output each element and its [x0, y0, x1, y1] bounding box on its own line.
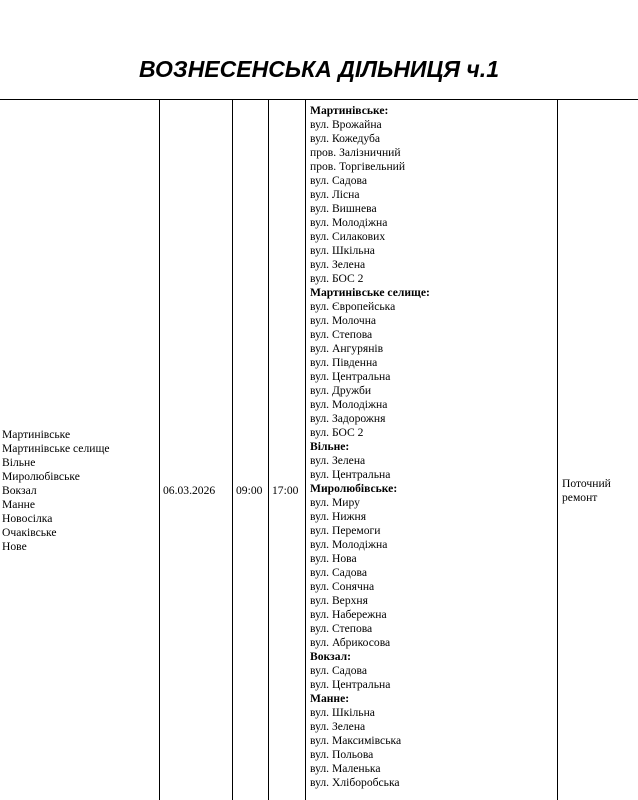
street-item: вул. Зелена	[310, 454, 366, 467]
settlement-item: Вокзал	[2, 484, 37, 497]
streets-cell	[306, 100, 558, 800]
settlement-group-name: Манне:	[310, 692, 350, 705]
street-item: пров. Залізничний	[310, 146, 401, 159]
outage-date: 06.03.2026	[163, 484, 216, 497]
street-item: вул. Шкільна	[310, 706, 375, 719]
reason	[558, 477, 611, 505]
street-item: вул. Молодіжна	[310, 216, 388, 229]
street-item: вул. Дружби	[310, 384, 372, 397]
street-item: вул. Кожедуба	[310, 132, 381, 145]
street-item: вул. Вишнева	[310, 202, 377, 215]
street-item: вул. Нова	[310, 552, 357, 565]
street-item: вул. Степова	[310, 328, 373, 341]
street-item: вул. Шкільна	[310, 244, 375, 257]
street-item: вул. Ангурянів	[310, 342, 384, 355]
end-time-cell	[269, 100, 306, 800]
street-item: вул. Миру	[310, 496, 360, 509]
street-item: вул. Садова	[310, 174, 367, 187]
street-item: вул. БОС 2	[310, 272, 364, 285]
street-item: вул. Садова	[310, 664, 367, 677]
settlement-group-name: Мартинівське селище:	[310, 286, 430, 299]
settlement-group-name: Мартинівське:	[310, 104, 389, 117]
street-item: пров. Торгівельний	[310, 160, 406, 173]
street-item: вул. Молочна	[310, 314, 377, 327]
street-item: вул. Центральна	[310, 678, 391, 691]
street-item: вул. Центральна	[310, 468, 391, 481]
settlement-list	[0, 428, 110, 554]
page-title: ВОЗНЕСЕНСЬКА ДІЛЬНИЦЯ ч.1	[138, 56, 499, 82]
street-item: вул. Садова	[310, 566, 367, 579]
street-item: вул. Максимівська	[310, 734, 402, 747]
end-time: 17:00	[272, 484, 299, 497]
settlement-item: Манне	[2, 498, 36, 511]
settlement-item: Мартинівське	[2, 428, 71, 441]
street-item: вул. Перемоги	[310, 524, 381, 537]
street-item: вул. Молодіжна	[310, 398, 388, 411]
street-item: вул. Південна	[310, 356, 378, 369]
street-item: вул. Задорожня	[310, 412, 386, 425]
settlement-item: Вільне	[2, 456, 36, 469]
outage-table	[0, 99, 638, 800]
date-cell	[160, 100, 233, 800]
settlement-group-name: Вільне:	[310, 440, 350, 453]
street-item: вул. Європейська	[310, 300, 396, 313]
settlement-item: Мартинівське селище	[2, 442, 110, 455]
street-list	[306, 100, 557, 790]
street-item: вул. Сонячна	[310, 580, 375, 593]
settlement-item: Миролюбівське	[2, 470, 80, 483]
settlement-item: Очаківське	[2, 526, 57, 539]
reason-line-1: Поточний	[562, 477, 611, 490]
street-item: вул. Лісна	[310, 188, 360, 201]
street-item: вул. Набережна	[310, 608, 387, 621]
street-item: вул. Хліборобська	[310, 776, 400, 789]
settlement-group-name: Вокзал:	[310, 650, 351, 663]
street-item: вул. Верхня	[310, 594, 368, 607]
settlement-item: Нове	[2, 540, 27, 553]
reason-cell	[558, 100, 638, 800]
street-item: вул. БОС 2	[310, 426, 364, 439]
start-time: 09:00	[236, 484, 263, 497]
street-item: вул. Нижня	[310, 510, 367, 523]
street-item: вул. Молодіжна	[310, 538, 388, 551]
street-item: вул. Врожайна	[310, 118, 382, 131]
reason-line-2: ремонт	[562, 491, 598, 504]
start-time-cell	[233, 100, 269, 800]
street-item: вул. Степова	[310, 622, 373, 635]
street-item: вул. Маленька	[310, 762, 381, 775]
street-item: вул. Центральна	[310, 370, 391, 383]
street-item: вул. Зелена	[310, 720, 366, 733]
settlements-cell	[0, 100, 160, 800]
street-item: вул. Силакових	[310, 230, 386, 243]
settlement-group-name: Миролюбівське:	[310, 482, 398, 495]
settlement-item: Новосілка	[2, 512, 53, 525]
street-item: вул. Польова	[310, 748, 374, 761]
street-item: вул. Зелена	[310, 258, 366, 271]
street-item: вул. Абрикосова	[310, 636, 391, 649]
